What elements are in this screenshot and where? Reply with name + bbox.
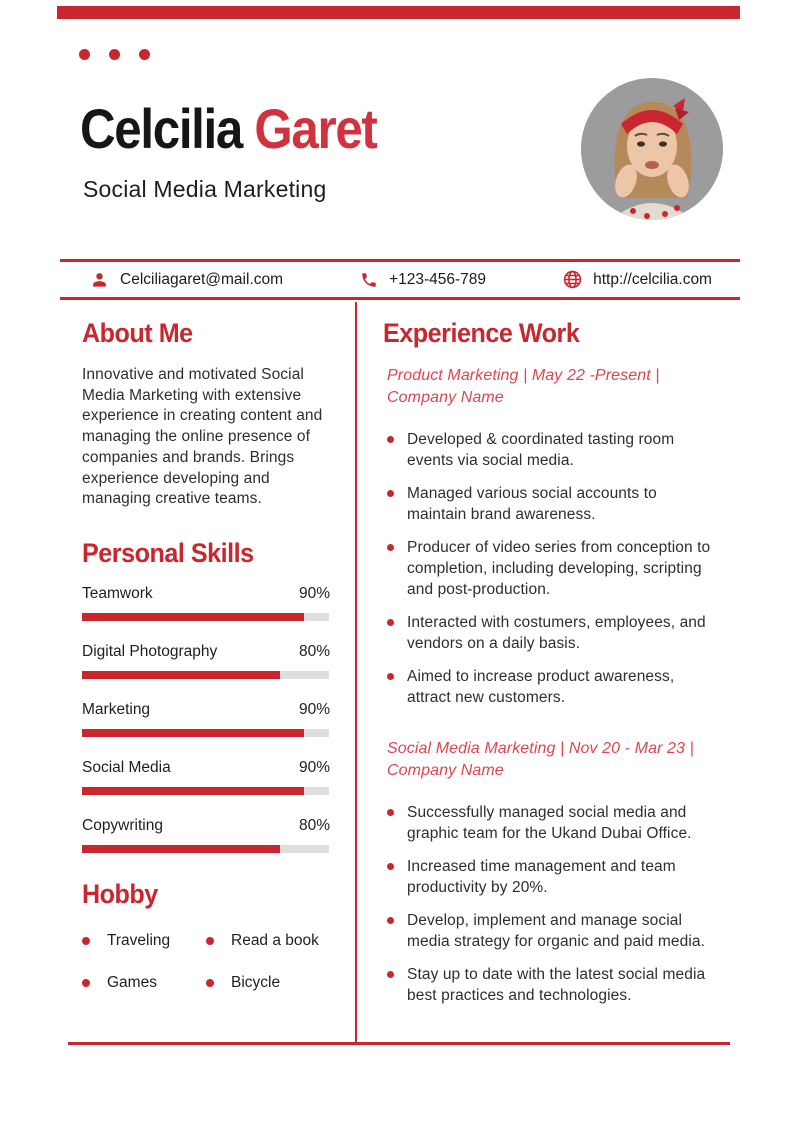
skills-list: [82, 585, 330, 853]
phone-icon: [360, 271, 378, 289]
experience-title: Experience Work: [383, 318, 580, 348]
left-column: [82, 318, 330, 992]
top-accent-bar: [57, 6, 740, 19]
skill-row: [82, 585, 330, 621]
hobby-title: Hobby: [82, 878, 158, 909]
profile-photo: [581, 78, 723, 220]
hobby-label: Games: [107, 973, 157, 991]
skill-bar-fill: [82, 729, 304, 737]
person-name: [80, 96, 377, 161]
job-2-bullets: [383, 802, 713, 1006]
skill-bar-track: [82, 729, 329, 737]
skill-bar-fill: [82, 671, 280, 679]
bullet-icon: [387, 917, 394, 924]
skill-bar-fill: [82, 613, 304, 621]
globe-icon: [563, 270, 582, 289]
phone-text: +123-456-789: [389, 270, 487, 288]
experience-bullet: [383, 802, 713, 844]
column-divider: [355, 302, 357, 1042]
skill-bar-track: [82, 787, 329, 795]
person-icon: [90, 270, 109, 289]
bullet-icon: [387, 544, 394, 551]
right-column: [383, 318, 713, 1018]
experience-bullet: [383, 856, 713, 898]
experience-bullet: [383, 964, 713, 1006]
skill-row: [82, 701, 330, 737]
skill-value: 90%: [298, 700, 330, 718]
skill-label: Teamwork: [82, 584, 153, 602]
bullet-text: Developed & coordinated tasting room events via social media.: [407, 431, 675, 469]
skill-bar-fill: [82, 787, 304, 795]
skill-label: Social Media: [82, 758, 171, 776]
hobby-section: [82, 879, 330, 992]
first-name: Celcilia: [80, 97, 255, 160]
decoration-dots: [79, 49, 150, 60]
skill-bar-fill: [82, 845, 280, 853]
dot-icon: [109, 49, 120, 60]
experience-bullet: [383, 483, 713, 525]
email-text: Celciliagaret@mail.com: [120, 270, 284, 288]
bullet-text: Develop, implement and manage social media strategy for organic and paid media.: [407, 912, 706, 950]
bullet-icon: [206, 979, 214, 987]
bullet-text: Aimed to increase product awareness, attract new customers.: [407, 668, 675, 706]
skill-row: [82, 817, 330, 853]
bullet-text: Stay up to date with the latest social media best practices and technologies.: [407, 966, 706, 1004]
experience-bullet: [383, 910, 713, 952]
last-name: Garet: [254, 97, 377, 160]
hobby-item: [82, 932, 206, 950]
job-title: Social Media Marketing: [83, 176, 327, 202]
contact-phone[interactable]: [360, 271, 486, 289]
avatar: [581, 78, 723, 220]
bullet-icon: [387, 619, 394, 626]
hobby-item: [206, 974, 330, 992]
bullet-text: Managed various social accounts to maintain brand awareness.: [407, 485, 657, 523]
hobby-list: [82, 932, 330, 992]
skill-row: [82, 759, 330, 795]
bullet-icon: [82, 937, 90, 945]
skill-label: Marketing: [82, 700, 151, 718]
experience-bullet: [383, 612, 713, 654]
about-text: Innovative and motivated Social Media Marketing with extensive experience in creating content and managing the online presence of companies and brands. Brings experience developing and managing creative teams.: [82, 366, 323, 508]
experience-bullet: [383, 429, 713, 471]
bullet-icon: [206, 937, 214, 945]
job-2-heading: Social Media Marketing | Nov 20 - Mar 23 | Company Name: [387, 740, 694, 779]
bullet-icon: [387, 436, 394, 443]
skill-label: Copywriting: [82, 816, 163, 834]
bullet-icon: [387, 673, 394, 680]
bullet-icon: [387, 971, 394, 978]
bullet-text: Increased time management and team productivity by 20%.: [407, 858, 676, 896]
skill-bar-track: [82, 845, 329, 853]
website-text: http://celcilia.com: [593, 270, 712, 288]
skill-bar-track: [82, 671, 329, 679]
job-1-heading: Product Marketing | May 22 -Present | Company Name: [387, 367, 660, 406]
bottom-accent-line: [68, 1042, 730, 1045]
skills-section: [82, 538, 330, 853]
bullet-text: Interacted with costumers, employees, and vendors on a daily basis.: [407, 614, 706, 652]
experience-bullet: [383, 666, 713, 708]
hobby-label: Read a book: [231, 931, 319, 949]
dot-icon: [139, 49, 150, 60]
about-title: About Me: [82, 318, 193, 348]
skill-label: Digital Photography: [82, 642, 218, 660]
contact-bar: [60, 259, 740, 300]
bullet-icon: [387, 490, 394, 497]
contact-email[interactable]: [90, 270, 283, 289]
experience-bullet: [383, 537, 713, 600]
job-1-bullets: [383, 429, 713, 708]
skill-value: 80%: [298, 816, 330, 834]
hobby-item: [82, 974, 206, 992]
contact-website[interactable]: [563, 270, 712, 289]
bullet-text: Producer of video series from conception to completion, including developing, scripting and post-production.: [407, 539, 711, 598]
hobby-item: [206, 932, 330, 950]
skill-value: 80%: [298, 642, 330, 660]
skill-row: [82, 643, 330, 679]
skill-bar-track: [82, 613, 329, 621]
hobby-label: Traveling: [107, 931, 171, 949]
bullet-icon: [387, 809, 394, 816]
hobby-label: Bicycle: [231, 973, 281, 991]
bullet-icon: [82, 979, 90, 987]
dot-icon: [79, 49, 90, 60]
skills-title: Personal Skills: [82, 537, 254, 568]
bullet-icon: [387, 863, 394, 870]
bullet-text: Successfully managed social media and graphic team for the Ukand Dubai Office.: [407, 804, 692, 842]
skill-value: 90%: [298, 758, 330, 776]
skill-value: 90%: [298, 584, 330, 602]
